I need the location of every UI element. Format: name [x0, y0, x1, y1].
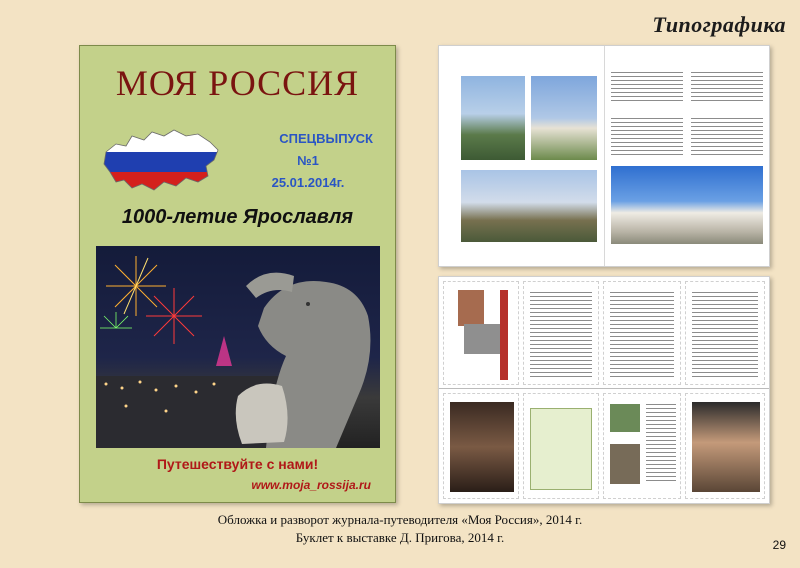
russia-flag-map-image — [102, 126, 222, 198]
page-number: 29 — [772, 538, 786, 552]
booklet-photo-artist — [450, 402, 514, 492]
booklet-photo-building — [610, 404, 640, 432]
booklet-photo-interior — [610, 444, 640, 484]
booklet-panel — [443, 281, 519, 385]
cover-photo-fireworks-bear — [96, 246, 380, 448]
fireworks-illustration — [96, 246, 380, 448]
figure-caption-line-2: Буклет к выставке Д. Пригова, 2014 г. — [295, 530, 505, 545]
cover-title: МОЯ РОССИЯ — [115, 63, 360, 103]
booklet-red-band — [500, 290, 508, 380]
magazine-spread-thumbnail — [438, 45, 770, 267]
exhibition-booklet-thumbnail — [438, 276, 770, 504]
spread-text-column — [611, 118, 683, 158]
booklet-panel — [603, 281, 681, 385]
spread-fold-line — [604, 46, 605, 266]
cover-headline: 1000-летие Ярославля — [121, 206, 354, 228]
cover-url: www.moja_rossija.ru — [251, 478, 371, 492]
booklet-panel — [523, 393, 599, 499]
cover-slogan: Путешествуйте с нами! — [156, 456, 319, 472]
booklet-text-block — [530, 292, 592, 378]
booklet-photo-artist — [692, 402, 760, 492]
spread-text-column — [691, 72, 763, 102]
booklet-panel — [443, 393, 519, 499]
issue-number: №1 — [297, 153, 319, 168]
booklet-fold-line — [439, 388, 769, 389]
booklet-photo-portrait — [458, 290, 484, 326]
section-title: Типографика — [652, 12, 786, 37]
spread-text-column — [611, 72, 683, 102]
booklet-text-block — [692, 292, 758, 378]
spread-text-column — [691, 118, 763, 158]
booklet-panel — [603, 393, 681, 499]
booklet-text-block — [610, 292, 674, 378]
booklet-map — [530, 408, 592, 490]
booklet-text-block — [646, 404, 676, 484]
spread-photo-cathedral — [611, 166, 763, 244]
spread-photo-bear-statue — [461, 170, 597, 242]
booklet-panel — [523, 281, 599, 385]
spread-photo-river-town — [461, 76, 525, 160]
special-issue-label: СПЕЦВЫПУСК — [279, 131, 373, 146]
booklet-panel — [685, 281, 765, 385]
booklet-panel — [685, 393, 765, 499]
magazine-cover — [79, 45, 396, 503]
spread-photo-church-tower — [531, 76, 597, 160]
issue-date: 25.01.2014г. — [271, 175, 345, 190]
booklet-photo-portrait — [464, 324, 502, 354]
figure-caption-line-1: Обложка и разворот журнала-путеводителя «Моя Россия», 2014 г. — [217, 512, 583, 527]
special-issue-block — [243, 128, 373, 194]
